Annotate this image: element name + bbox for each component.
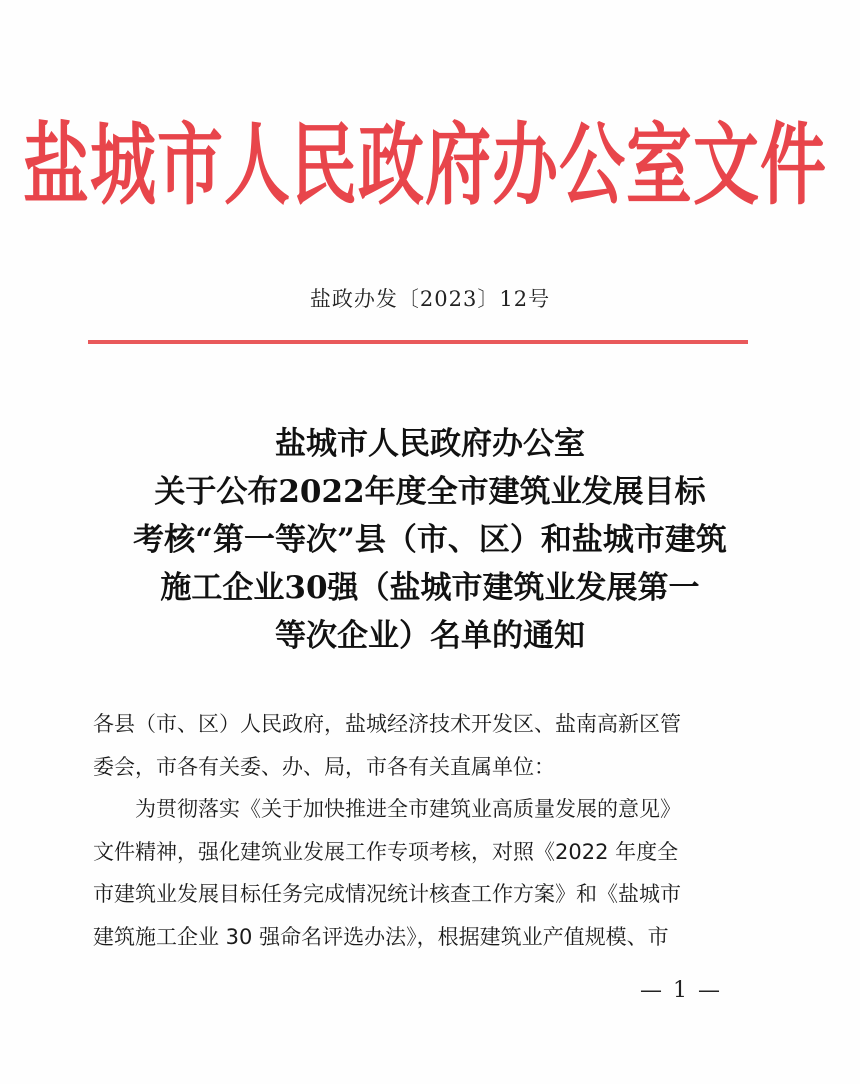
title-line: 等次企业）名单的通知 [275, 618, 585, 654]
masthead-title: 盐城市人民政府办公室文件 [23, 112, 827, 218]
body-text [93, 703, 763, 958]
paragraph-line: 为贯彻落实《关于加快推进全市建筑业高质量发展的意见》 [93, 797, 681, 821]
title-line: 考核“第一等次”县（市、区）和盐城市建筑 [133, 522, 727, 558]
title-line: 盐城市人民政府办公室 [275, 426, 585, 462]
title-line: 关于公布2022年度全市建筑业发展目标 [154, 474, 706, 510]
title-line: 施工企业30强（盐城市建筑业发展第一 [160, 570, 700, 606]
document-number: 盐政办发〔2023〕12号 [309, 287, 551, 311]
addressee-line: 各县（市、区）人民政府，盐城经济技术开发区、盐南高新区管 [93, 712, 681, 736]
addressee-line: 委会，市各有关委、办、局，市各有关直属单位： [93, 754, 555, 779]
red-divider-rule [88, 340, 748, 344]
notice-title [60, 420, 800, 660]
paragraph-line: 文件精神，强化建筑业发展工作专项考核，对照《2022 年度全 [93, 839, 679, 864]
paragraph-line: 建筑施工企业 30 强命名评选办法》，根据建筑业产值规模、市 [93, 924, 669, 949]
paragraph-line: 市建筑业发展目标任务完成情况统计核查工作方案》和《盐城市 [93, 882, 681, 906]
page-number: — 1 — [640, 978, 722, 1003]
